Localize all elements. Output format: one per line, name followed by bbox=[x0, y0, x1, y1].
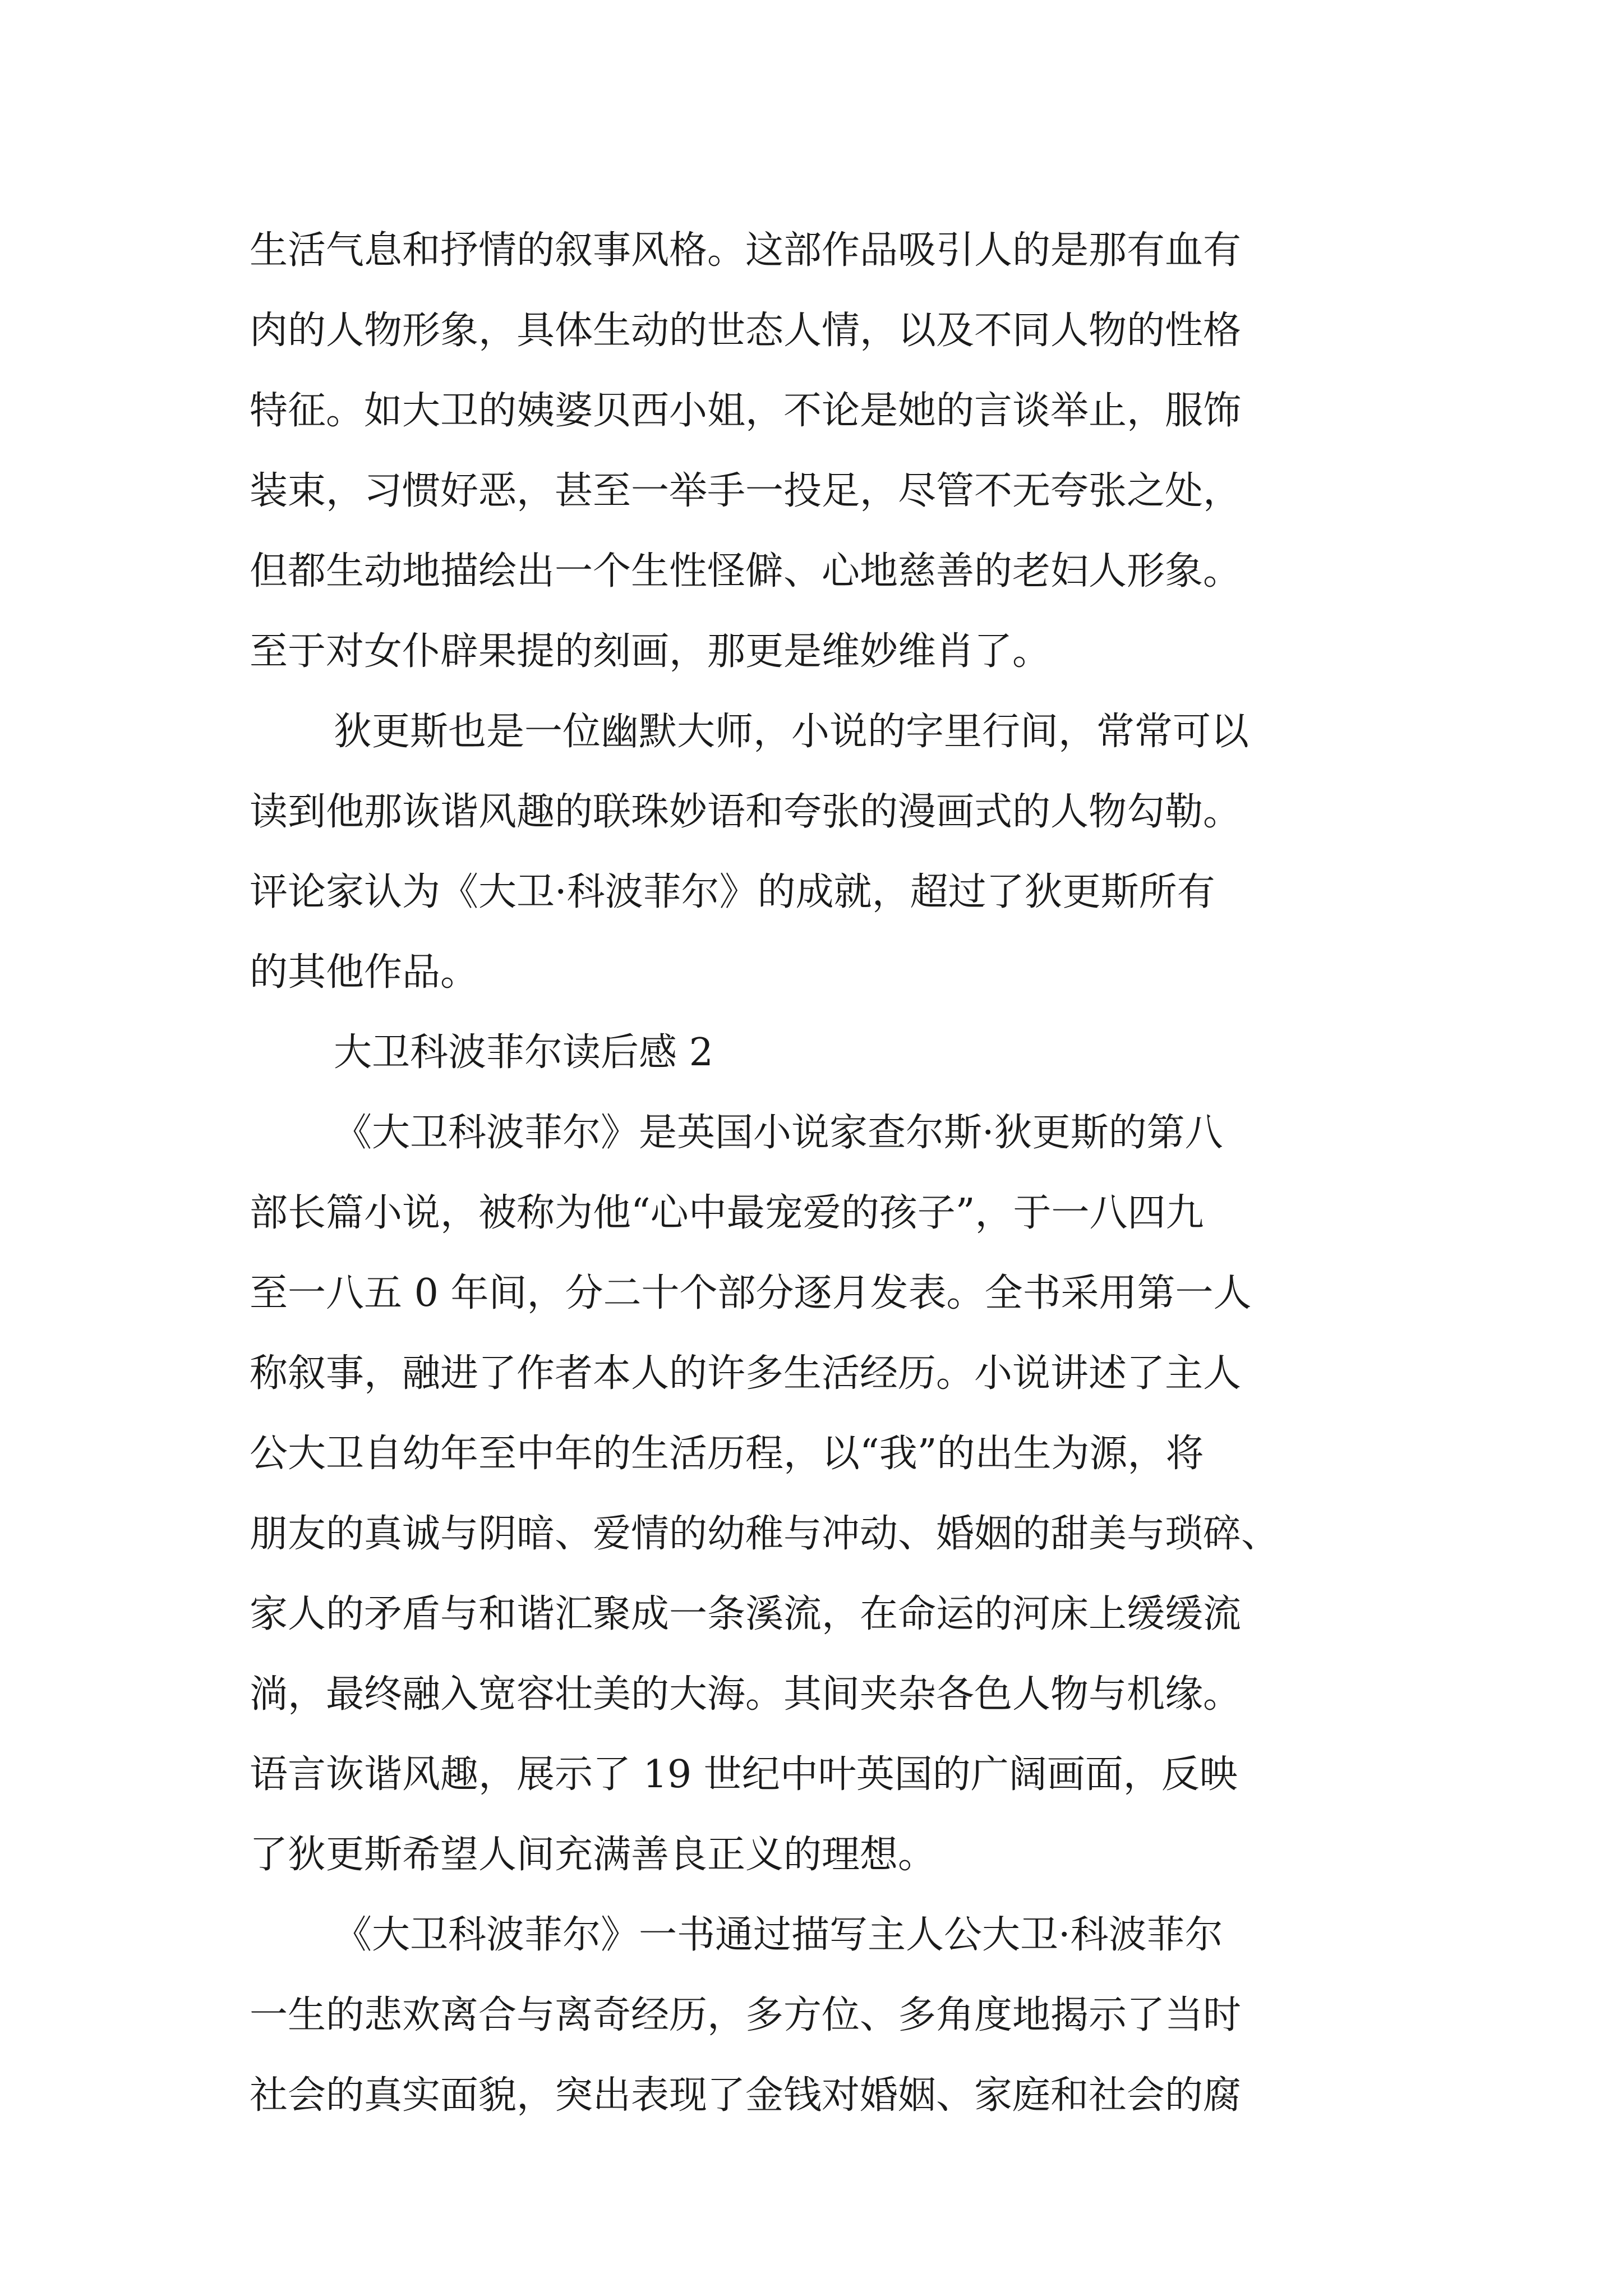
text-line: 狄更斯也是一位幽默大师，小说的字里行间，常常可以 bbox=[334, 710, 1249, 754]
text-line: 《大卫科波菲尔》一书通过描写主人公大卫·科波菲尔 bbox=[334, 1913, 1223, 1957]
text-line: 称叙事，融进了作者本人的许多生活经历。小说讲述了主人 bbox=[250, 1351, 1242, 1396]
text-line: 一生的悲欢离合与离奇经历，多方位、多角度地揭示了当时 bbox=[250, 1993, 1242, 2037]
text-line: 公大卫自幼年至中年的生活历程，以“我”的出生为源，将 bbox=[250, 1432, 1204, 1476]
text-line: 评论家认为《大卫·科波菲尔》的成就，超过了狄更斯所有 bbox=[250, 870, 1215, 914]
text-line: 语言诙谐风趣，展示了 19 世纪中叶英国的广阔画面，反映 bbox=[250, 1752, 1238, 1797]
text-line: 肉的人物形象，具体生动的世态人情，以及不同人物的性格 bbox=[250, 309, 1242, 353]
text-line: 读到他那诙谐风趣的联珠妙语和夸张的漫画式的人物勾勒。 bbox=[250, 790, 1242, 834]
text-line: 至于对女仆辟果提的刻画，那更是维妙维肖了。 bbox=[250, 629, 1051, 674]
text-line: 部长篇小说，被称为他“心中最宠爱的孩子”，于一八四九 bbox=[250, 1191, 1204, 1235]
text-line: 家人的矛盾与和谐汇聚成一条溪流，在命运的河床上缓缓流 bbox=[250, 1592, 1242, 1636]
text-line: 了狄更斯希望人间充满善良正义的理想。 bbox=[250, 1833, 937, 1877]
text-line: 但都生动地描绘出一个生性怪僻、心地慈善的老妇人形象。 bbox=[250, 549, 1242, 593]
text-line: 至一八五 0 年间，分二十个部分逐月发表。全书采用第一人 bbox=[250, 1271, 1252, 1315]
section-heading: 大卫科波菲尔读后感 2 bbox=[334, 1030, 713, 1075]
text-line: 装束，习惯好恶，甚至一举手一投足，尽管不无夸张之处， bbox=[250, 469, 1242, 513]
text-line: 社会的真实面貌，突出表现了金钱对婚姻、家庭和社会的腐 bbox=[250, 2073, 1242, 2118]
document-body bbox=[250, 210, 1382, 2136]
text-line: 生活气息和抒情的叙事风格。这部作品吸引人的是那有血有 bbox=[250, 228, 1242, 273]
text-line: 朋友的真诚与阴暗、爱情的幼稚与冲动、婚姻的甜美与琐碎、 bbox=[250, 1512, 1280, 1556]
text-line: 淌，最终融入宽容壮美的大海。其间夹杂各色人物与机缘。 bbox=[250, 1672, 1242, 1717]
text-line: 特征。如大卫的姨婆贝西小姐，不论是她的言谈举止，服饰 bbox=[250, 389, 1242, 433]
text-line: 的其他作品。 bbox=[250, 950, 479, 995]
text-line: 《大卫科波菲尔》是英国小说家查尔斯·狄更斯的第八 bbox=[334, 1111, 1223, 1155]
